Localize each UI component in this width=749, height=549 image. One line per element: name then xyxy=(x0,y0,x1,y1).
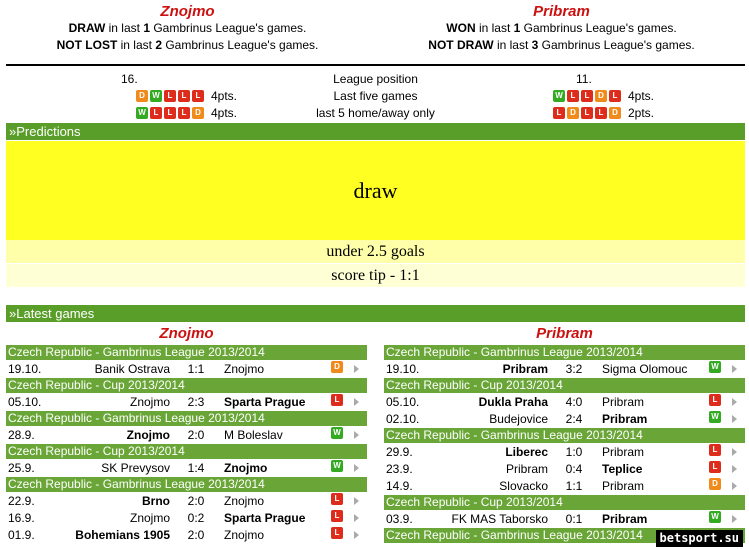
game-score: 2:0 xyxy=(187,494,205,508)
game-away-team: Pribram xyxy=(602,479,645,493)
stat-strong: DRAW xyxy=(68,21,106,35)
result-badge-d: D xyxy=(192,107,204,119)
stat-text: in last xyxy=(475,21,514,35)
home-stat-line xyxy=(0,20,375,37)
game-away-team: Pribram xyxy=(602,412,648,426)
result-badge-l: L xyxy=(150,107,162,119)
latest-games-header[interactable]: »Latest games xyxy=(6,305,745,322)
game-home-team: SK Prevysov xyxy=(101,461,170,475)
competition-header[interactable]: Czech Republic - Gambrinus League 2013/2014 xyxy=(384,345,745,360)
result-badge-l: L xyxy=(178,107,190,119)
away-team-name[interactable]: Pribram xyxy=(536,325,593,342)
expand-arrow-icon[interactable] xyxy=(352,431,360,441)
result-badge-d: D xyxy=(609,107,621,119)
game-date: 19.10. xyxy=(8,362,42,376)
away-stat-line xyxy=(374,37,749,54)
result-badge-w: W xyxy=(553,90,565,102)
expand-arrow-icon[interactable] xyxy=(352,531,360,541)
competition-header[interactable]: Czech Republic - Cup 2013/2014 xyxy=(384,495,745,510)
game-home-team: Pribram xyxy=(502,362,548,376)
game-row[interactable] xyxy=(6,460,367,477)
game-home-team: Slovacko xyxy=(499,479,548,493)
game-away-team: Sparta Prague xyxy=(224,511,306,525)
game-away-team: Znojmo xyxy=(224,362,265,376)
game-list xyxy=(6,345,367,544)
result-badge-l: L xyxy=(178,90,190,102)
game-away-team: Znojmo xyxy=(224,494,265,508)
site-watermark: betsport.su xyxy=(656,530,743,547)
game-row[interactable] xyxy=(384,511,745,528)
away-summary xyxy=(374,3,749,54)
expand-arrow-icon[interactable] xyxy=(730,365,738,375)
game-date: 14.9. xyxy=(386,479,413,493)
game-date: 22.9. xyxy=(8,494,35,508)
home-last5-ha-points: 4pts. xyxy=(211,106,238,120)
stat-text: Gambrinus League's games. xyxy=(162,38,319,52)
expand-arrow-icon[interactable] xyxy=(730,465,738,475)
result-badge-w: W xyxy=(709,361,721,373)
game-row[interactable] xyxy=(384,361,745,378)
competition-header[interactable]: Czech Republic - Gambrinus League 2013/2014 xyxy=(6,411,367,426)
game-score: 1:1 xyxy=(187,362,205,376)
game-home-team: Pribram xyxy=(505,462,548,476)
stat-text: Gambrinus League's games. xyxy=(150,21,307,35)
game-date: 03.9. xyxy=(386,512,413,526)
game-date: 29.9. xyxy=(386,445,413,459)
home-league-position: 16. xyxy=(121,72,138,86)
away-form-badges xyxy=(553,88,623,105)
expand-arrow-icon[interactable] xyxy=(730,448,738,458)
game-score: 1:1 xyxy=(565,479,583,493)
game-score: 2:0 xyxy=(187,428,205,442)
away-league-position: 11. xyxy=(576,72,592,86)
header-divider xyxy=(6,64,745,66)
result-badge-d: D xyxy=(567,107,579,119)
game-away-team: Pribram xyxy=(602,512,648,526)
game-date: 19.10. xyxy=(386,362,420,376)
result-badge-l: L xyxy=(331,510,343,522)
result-badge-d: D xyxy=(136,90,148,102)
game-row[interactable] xyxy=(6,527,367,544)
result-badge-w: W xyxy=(331,460,343,472)
game-home-team: Brno xyxy=(142,494,170,508)
home-form-badges xyxy=(136,88,206,105)
stat-strong: NOT DRAW xyxy=(428,38,494,52)
stat-text: in last xyxy=(493,38,532,52)
result-badge-l: L xyxy=(164,90,176,102)
result-badge-l: L xyxy=(331,394,343,406)
result-badge-l: L xyxy=(164,107,176,119)
result-badge-l: L xyxy=(567,90,579,102)
competition-header[interactable]: Czech Republic - Gambrinus League 2013/2014 xyxy=(384,528,745,543)
home-last5-points: 4pts. xyxy=(211,89,238,103)
result-badge-l: L xyxy=(192,90,204,102)
home-summary xyxy=(0,3,375,54)
stat-strong: WON xyxy=(446,21,476,35)
prediction-goals: under 2.5 goals xyxy=(6,240,745,263)
result-badge-l: L xyxy=(581,107,593,119)
competition-header[interactable]: Czech Republic - Cup 2013/2014 xyxy=(384,378,745,393)
game-date: 23.9. xyxy=(386,462,413,476)
game-row[interactable] xyxy=(384,394,745,411)
game-away-team: Znojmo xyxy=(224,528,265,542)
result-badge-l: L xyxy=(595,107,607,119)
game-away-team: Sparta Prague xyxy=(224,395,306,409)
game-score: 3:2 xyxy=(565,362,583,376)
result-badge-l: L xyxy=(609,90,621,102)
game-row[interactable] xyxy=(6,394,367,411)
game-row[interactable] xyxy=(6,427,367,444)
game-score: 0:1 xyxy=(565,512,583,526)
result-badge-l: L xyxy=(709,461,721,473)
result-badge-l: L xyxy=(581,90,593,102)
game-home-team: Znojmo xyxy=(126,428,170,442)
game-row[interactable] xyxy=(6,510,367,527)
game-away-team: Teplice xyxy=(602,462,643,476)
home-latest-games xyxy=(6,324,367,544)
result-badge-d: D xyxy=(595,90,607,102)
game-date: 02.10. xyxy=(386,412,420,426)
comparison-label: League position xyxy=(333,72,418,86)
prediction-result: draw xyxy=(6,141,745,240)
game-away-team: Znojmo xyxy=(224,461,268,475)
game-date: 28.9. xyxy=(8,428,35,442)
home-form-badges xyxy=(136,105,206,122)
game-row[interactable] xyxy=(384,411,745,428)
expand-arrow-icon[interactable] xyxy=(730,415,738,425)
away-last5-ha-points: 2pts. xyxy=(628,106,655,120)
comparison-label: last 5 home/away only xyxy=(316,106,435,120)
game-row[interactable] xyxy=(384,444,745,461)
game-score: 2:0 xyxy=(187,528,205,542)
home-team-name[interactable]: Znojmo xyxy=(160,3,215,20)
game-date: 25.9. xyxy=(8,461,35,475)
expand-arrow-icon[interactable] xyxy=(730,482,738,492)
home-team-name[interactable]: Znojmo xyxy=(159,325,214,342)
stat-text: Gambrinus League's games. xyxy=(538,38,695,52)
game-away-team: Pribram xyxy=(602,395,645,409)
expand-arrow-icon[interactable] xyxy=(352,514,360,524)
result-badge-d: D xyxy=(709,478,721,490)
game-home-team: Znojmo xyxy=(129,511,170,525)
result-badge-l: L xyxy=(331,493,343,505)
game-score: 1:0 xyxy=(565,445,583,459)
game-home-team: Dukla Praha xyxy=(478,395,548,409)
competition-header[interactable]: Czech Republic - Gambrinus League 2013/2014 xyxy=(6,345,367,360)
result-badge-l: L xyxy=(709,444,721,456)
game-score: 1:4 xyxy=(187,461,205,475)
comparison-label: Last five games xyxy=(333,89,418,103)
competition-header[interactable]: Czech Republic - Gambrinus League 2013/2014 xyxy=(384,428,745,443)
game-away-team: Sigma Olomouc xyxy=(602,362,688,376)
predictions-header[interactable]: »Predictions xyxy=(6,123,745,140)
expand-arrow-icon[interactable] xyxy=(352,398,360,408)
game-home-team: FK MAS Taborsko xyxy=(451,512,548,526)
game-date: 01.9. xyxy=(8,528,35,542)
expand-arrow-icon[interactable] xyxy=(730,515,738,525)
game-date: 16.9. xyxy=(8,511,35,525)
expand-arrow-icon[interactable] xyxy=(730,398,738,408)
team-comparison xyxy=(6,71,745,122)
game-row[interactable] xyxy=(6,361,367,378)
competition-header[interactable]: Czech Republic - Cup 2013/2014 xyxy=(6,444,367,459)
result-badge-l: L xyxy=(709,394,721,406)
game-row[interactable] xyxy=(384,478,745,495)
game-list xyxy=(384,345,745,543)
game-home-team: Banik Ostrava xyxy=(94,362,170,376)
game-score: 4:0 xyxy=(565,395,583,409)
stat-text: Gambrinus League's games. xyxy=(520,21,677,35)
game-row[interactable] xyxy=(384,461,745,478)
game-away-team: M Boleslav xyxy=(224,428,283,442)
result-badge-w: W xyxy=(150,90,162,102)
result-badge-l: L xyxy=(331,527,343,539)
stat-num: 3 xyxy=(531,38,539,52)
game-home-team: Bohemians 1905 xyxy=(75,528,170,542)
game-home-team: Znojmo xyxy=(129,395,170,409)
result-badge-l: L xyxy=(553,107,565,119)
away-form-badges xyxy=(553,105,623,122)
away-team-name[interactable]: Pribram xyxy=(533,3,590,20)
prediction-score-tip: score tip - 1:1 xyxy=(6,264,745,287)
stat-num: 1 xyxy=(513,21,521,35)
result-badge-w: W xyxy=(136,107,148,119)
result-badge-w: W xyxy=(331,427,343,439)
expand-arrow-icon[interactable] xyxy=(352,464,360,474)
stat-num: 2 xyxy=(155,38,162,52)
stat-strong: NOT LOST xyxy=(56,38,118,52)
competition-header[interactable]: Czech Republic - Gambrinus League 2013/2014 xyxy=(6,477,367,492)
comparison-row-position xyxy=(6,71,745,88)
stat-text: in last xyxy=(105,21,144,35)
game-date: 05.10. xyxy=(386,395,420,409)
game-score: 2:4 xyxy=(565,412,583,426)
stat-num: 1 xyxy=(143,21,150,35)
away-last5-points: 4pts. xyxy=(628,89,655,103)
expand-arrow-icon[interactable] xyxy=(352,497,360,507)
away-latest-games xyxy=(384,324,745,544)
match-header xyxy=(0,0,749,66)
stat-text: in last xyxy=(117,38,156,52)
game-score: 0:4 xyxy=(565,462,583,476)
game-score: 0:2 xyxy=(187,511,205,525)
game-score: 2:3 xyxy=(187,395,205,409)
away-stat-line xyxy=(374,20,749,37)
comparison-row-last5 xyxy=(6,88,745,105)
competition-header[interactable]: Czech Republic - Cup 2013/2014 xyxy=(6,378,367,393)
comparison-row-last5-homeaway xyxy=(6,105,745,122)
expand-arrow-icon[interactable] xyxy=(352,365,360,375)
game-home-team: Budejovice xyxy=(489,412,548,426)
game-row[interactable] xyxy=(6,493,367,510)
game-away-team: Pribram xyxy=(602,445,645,459)
result-badge-w: W xyxy=(709,411,721,423)
game-home-team: Liberec xyxy=(505,445,548,459)
game-date: 05.10. xyxy=(8,395,42,409)
result-badge-d: D xyxy=(331,361,343,373)
result-badge-w: W xyxy=(709,511,721,523)
home-stat-line xyxy=(0,37,375,54)
